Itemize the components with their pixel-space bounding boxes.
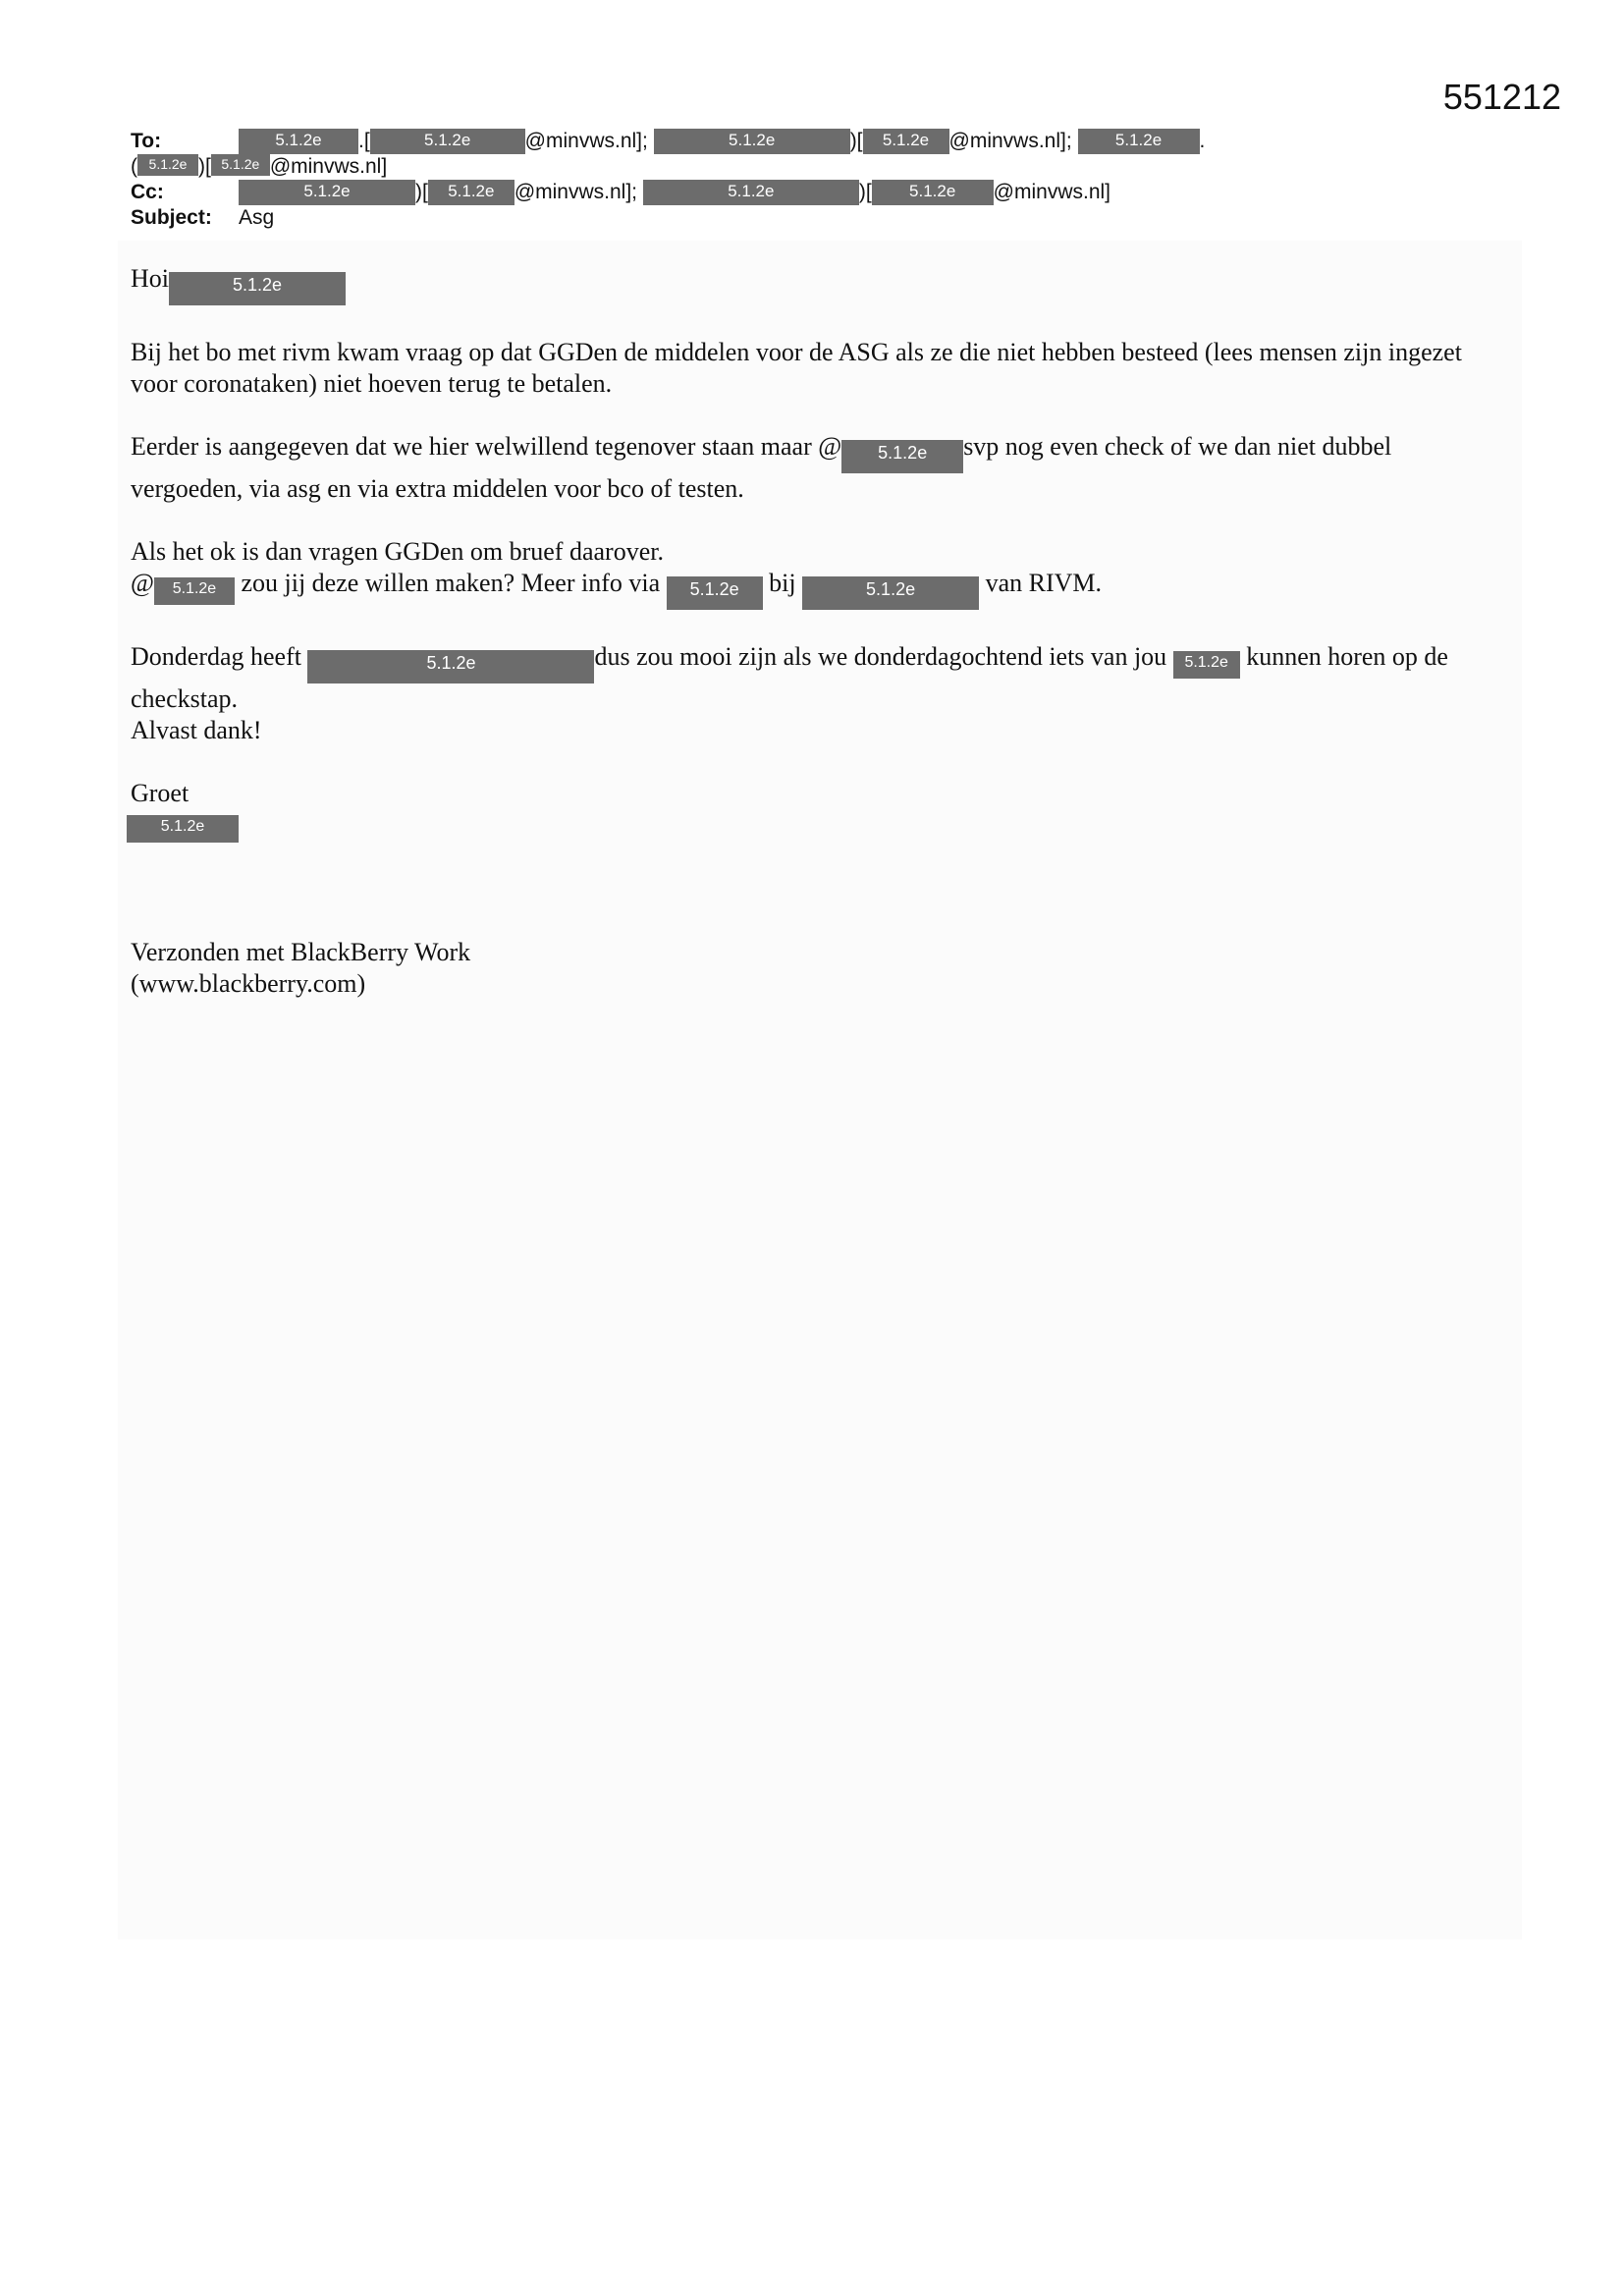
to-separator: . (1199, 130, 1206, 152)
redaction: 5.1.2e (169, 272, 346, 305)
to-label: To: (131, 130, 162, 152)
to-separator: )[ (198, 155, 211, 178)
redaction: 5.1.2e (872, 180, 994, 205)
paragraph: Bij het bo met rivm kwam vraag op dat GGDen de middelen voor de ASG als ze die niet hebben besteed (lees mensen zijn ingezet voor coronataken) niet hoeven terug te betalen. (131, 338, 1462, 398)
redaction: 5.1.2e (1173, 651, 1240, 679)
paragraph-text: van RIVM. (985, 569, 1103, 597)
email-domain: @minvws.nl]; (948, 130, 1072, 152)
email-domain: @minvws.nl]; (514, 181, 637, 203)
redaction: 5.1.2e (211, 154, 270, 176)
email-domain: @minvws.nl] (993, 181, 1111, 203)
redaction: 5.1.2e (137, 154, 198, 176)
redaction: 5.1.2e (239, 129, 358, 154)
redaction: 5.1.2e (428, 180, 514, 205)
to-line (131, 129, 1505, 154)
paragraph-text: Eerder is aangegeven dat we hier welwillend tegenover staan maar @ (131, 432, 842, 461)
redaction: 5.1.2e (863, 129, 949, 154)
paragraph-text: kunnen horen op de checkstap. (131, 642, 1448, 713)
greeting-text: Hoi (131, 264, 169, 293)
sent-from (131, 937, 1505, 1000)
paragraph-text: bij (769, 569, 796, 597)
greeting (131, 263, 1505, 305)
to-line-continued (131, 154, 1505, 180)
paragraph-text: svp nog even check of we dan niet dubbel vergoeden, via asg en via extra middelen voor bco of testen. (131, 432, 1392, 503)
cc-line (131, 180, 1505, 205)
cc-separator: )[ (858, 181, 872, 203)
paragraph (131, 431, 1505, 505)
signature (131, 778, 1505, 843)
redaction: 5.1.2e (1078, 129, 1200, 154)
cc-label: Cc: (131, 181, 164, 203)
paragraph (131, 536, 1505, 610)
closing-text: Groet (131, 779, 189, 807)
redaction: 5.1.2e (239, 180, 415, 205)
paragraph (131, 641, 1505, 746)
email-body (131, 263, 1505, 1031)
redaction: 5.1.2e (667, 576, 763, 610)
to-separator: ( (131, 155, 137, 178)
sent-from-link: (www.blackberry.com) (131, 969, 366, 998)
paragraph-text: @ (131, 569, 154, 597)
redaction: 5.1.2e (370, 129, 525, 154)
sent-from-text: Verzonden met BlackBerry Work (131, 938, 471, 966)
cc-separator: )[ (415, 181, 428, 203)
redaction: 5.1.2e (154, 577, 235, 605)
redaction: 5.1.2e (643, 180, 859, 205)
document-number: 551212 (1442, 77, 1561, 117)
to-separator: )[ (849, 130, 863, 152)
redaction: 5.1.2e (841, 440, 963, 473)
paragraph-text: Donderdag heeft (131, 642, 301, 671)
redaction: 5.1.2e (307, 650, 594, 683)
paragraph-text: Alvast dank! (131, 716, 262, 744)
redaction: 5.1.2e (802, 576, 979, 610)
subject-value: Asg (239, 206, 275, 229)
paragraph-text: Als het ok is dan vragen GGDen om bruef daarover. (131, 537, 664, 566)
paragraph-text: dus zou mooi zijn als we donderdagochtend iets van jou (594, 642, 1167, 671)
redaction: 5.1.2e (127, 815, 239, 843)
email-domain: @minvws.nl] (269, 155, 388, 178)
email-header (131, 129, 1505, 231)
subject-line (131, 205, 1505, 231)
redaction: 5.1.2e (654, 129, 850, 154)
paragraph-text: zou jij deze willen maken? Meer info via (241, 569, 661, 597)
subject-label: Subject: (131, 206, 212, 229)
email-domain: @minvws.nl]; (524, 130, 648, 152)
to-separator: .[ (358, 130, 370, 152)
